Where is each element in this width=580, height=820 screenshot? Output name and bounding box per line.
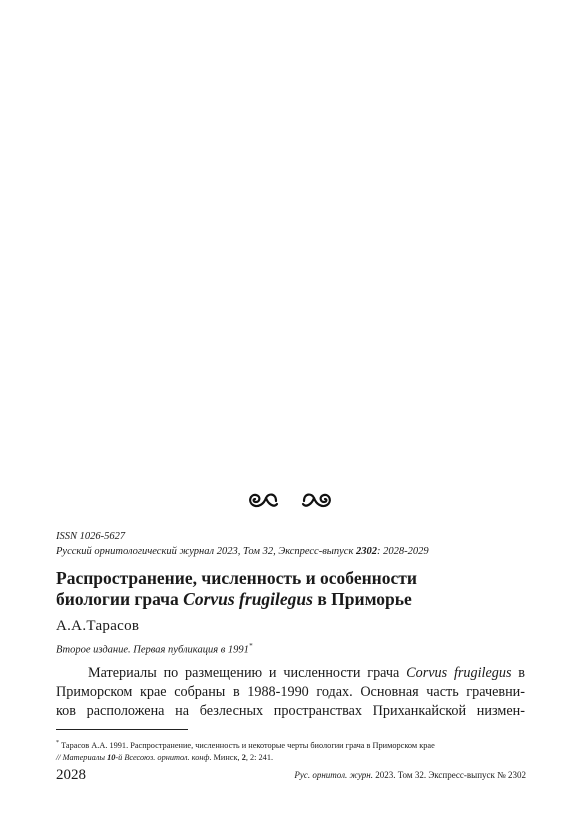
footnote-mark: * [56,740,59,746]
ornament-divider [0,490,580,517]
footnote: * Тарасов А.А. 1991. Распространение, численность и некоторые черты биологии грача в Приморском крае // Материалы 10-й Всесоюз. орнитол. конф. Минск, 2, 2: 241. [56,740,435,762]
issn-line: ISSN 1026-5627 [56,531,126,542]
footnote-source: // Материалы 10-й Всесоюз. орнитол. конф [56,752,210,762]
article-title [56,568,536,610]
running-footer [294,769,526,781]
body-line-3: ков расположена на безлесных пространствах Приханкайской низмен- [56,703,525,720]
article-body [56,664,525,722]
title-line-2-end: в Приморье [312,589,412,609]
issue-number: 2302 [356,546,377,557]
page-number: 2028 [56,767,86,783]
author-name: А.А.Тарасов [56,618,140,634]
edition-note: Второе издание. Первая публикация в 1991* [56,642,253,656]
body-latin-name: Corvus frugilegus [406,665,512,681]
title-line-2-start: биологии грача [56,589,184,609]
title-line-1: Распространение, численность и особенности [56,568,417,588]
ornament-left-icon [246,490,280,517]
body-line-1: Материалы по размещению и численности грача Corvus frugilegus в [88,665,526,681]
journal-citation-line [56,545,429,558]
journal-name: Русский орнитологический журнал 2023, Том 32, Экспресс-выпуск [56,546,356,557]
page-range: : 2028-2029 [377,546,429,557]
footer-issue-details: 2023. Том 32. Экспресс-выпуск № 2302 [372,770,526,780]
ornament-right-icon [300,490,334,517]
footnote-line-1: Тарасов А.А. 1991. Распространение, численность и некоторые черты биологии грача в Приморском крае [59,740,435,750]
footnote-rule [56,729,188,730]
edition-footnote-mark: * [248,642,253,650]
body-line-2: Приморском крае собраны в 1988-1990 годах. Основная часть грачевни- [56,684,525,701]
title-latin-name: Corvus frugilegus [183,589,313,609]
footer-journal-abbr: Рус. орнитол. журн. [294,770,373,780]
